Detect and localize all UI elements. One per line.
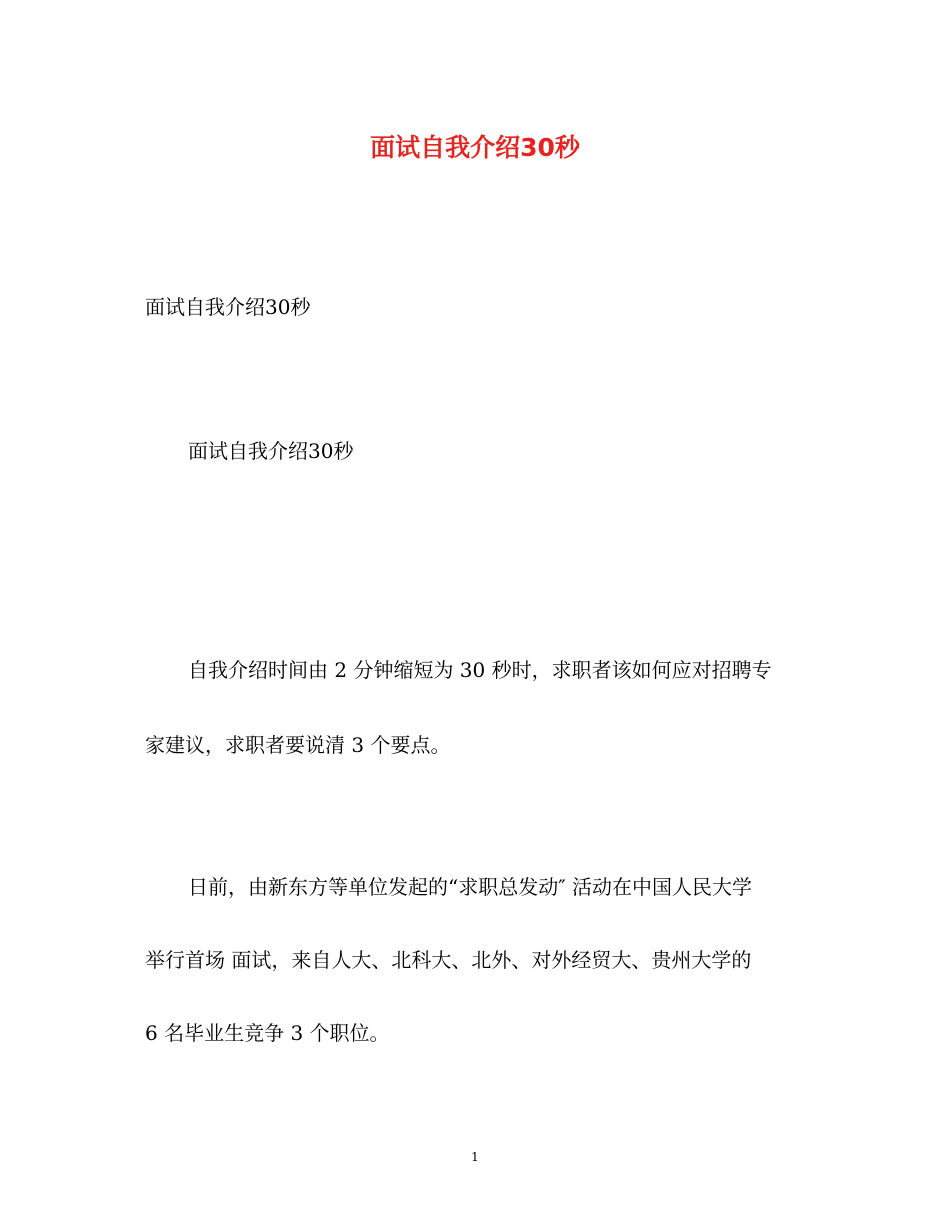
paragraph-2-line-3: 6 名毕业生竞争 3 个职位。 — [145, 1021, 390, 1045]
paragraph-2-line-1: 日前，由新东方等单位发起的“求职总发动″ 活动在中国人民大学 — [188, 875, 753, 899]
paragraph-2-line-2: 举行首场 面试，来自人大、北科大、北外、对外经贸大、贵州大学的 — [145, 948, 752, 972]
page-number: 1 — [471, 1150, 479, 1164]
heading-line: 面试自我介绍30秒 — [145, 295, 311, 319]
subheading-line: 面试自我介绍30秒 — [188, 439, 354, 463]
paragraph-1-line-2: 家建议，求职者要说清 3 个要点。 — [145, 733, 451, 757]
page-title: 面试自我介绍30秒 — [370, 133, 580, 162]
paragraph-1-line-1: 自我介绍时间由 2 分钟缩短为 30 秒时，求职者该如何应对招聘专 — [188, 658, 772, 682]
